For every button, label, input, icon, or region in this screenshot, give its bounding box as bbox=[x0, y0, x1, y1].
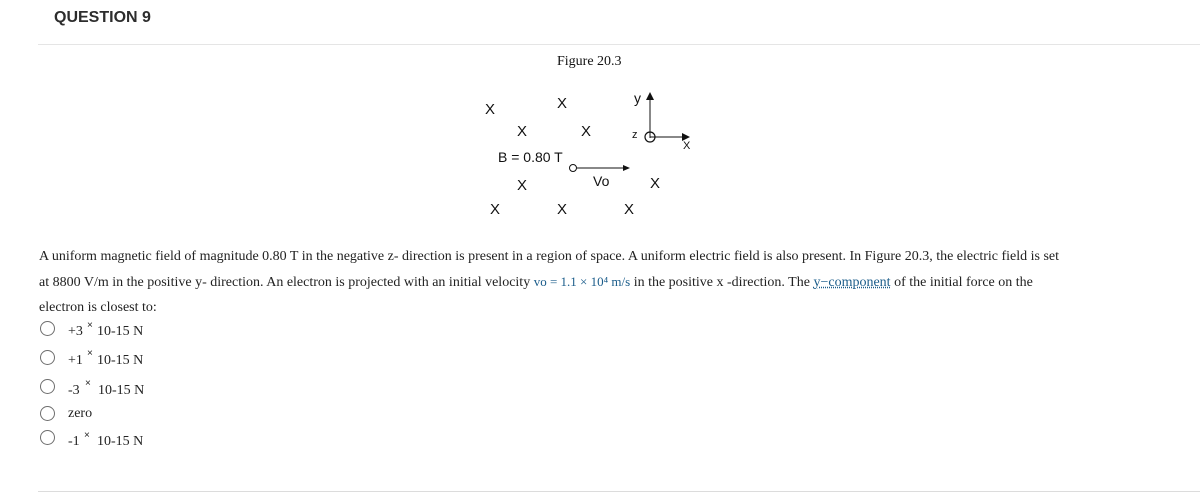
radio-button[interactable] bbox=[40, 406, 55, 421]
field-x-mark: X bbox=[517, 123, 528, 140]
problem-line: electron is closest to: bbox=[39, 300, 157, 315]
field-label: B = 0.80 T bbox=[498, 149, 563, 165]
option-coefficient: zero bbox=[68, 406, 93, 421]
answer-option[interactable] bbox=[40, 376, 300, 402]
footer-divider bbox=[38, 491, 1200, 492]
radio-button[interactable] bbox=[40, 350, 55, 365]
field-x-mark: X bbox=[581, 123, 592, 140]
axis-x-label: X bbox=[683, 140, 691, 152]
field-x-mark: X bbox=[517, 177, 528, 194]
question-header bbox=[38, 0, 1200, 45]
answer-option[interactable] bbox=[40, 404, 300, 430]
problem-text-segment: at 8800 V/m in the positive y- direction. An electron is projected with an initial velocity bbox=[39, 275, 534, 290]
problem-text-segment: in the positive x -direction. The bbox=[630, 275, 814, 290]
field-x-mark: X bbox=[485, 101, 496, 118]
axis-z-label: z bbox=[632, 129, 638, 141]
option-power: 10-15 N bbox=[97, 434, 144, 449]
axis-y-label: y bbox=[634, 90, 641, 106]
field-x-mark: X bbox=[557, 95, 568, 112]
answer-option[interactable] bbox=[40, 318, 300, 344]
radio-button[interactable] bbox=[40, 321, 55, 336]
question-title: QUESTION 9 bbox=[54, 9, 151, 26]
field-x-mark: X bbox=[557, 201, 568, 218]
times-symbol: × bbox=[85, 378, 91, 389]
option-power: 10-15 N bbox=[97, 353, 144, 368]
option-power: 10-15 N bbox=[97, 324, 144, 339]
electron-icon bbox=[570, 165, 577, 172]
figure-title: Figure 20.3 bbox=[557, 54, 622, 69]
field-x-mark: X bbox=[624, 201, 635, 218]
problem-line: A uniform magnetic field of magnitude 0.80 T in the negative z- direction is present in a region of space. A uniform electric field is also present. In Figure 20.3, the electric field is set bbox=[39, 249, 1060, 264]
answer-option[interactable] bbox=[40, 428, 300, 454]
radio-button[interactable] bbox=[40, 379, 55, 394]
field-x-mark: X bbox=[490, 201, 501, 218]
times-symbol: × bbox=[87, 320, 93, 331]
answer-option[interactable] bbox=[40, 348, 300, 374]
option-coefficient: +3 bbox=[68, 324, 83, 339]
problem-text-segment: of the initial force on the bbox=[890, 275, 1033, 290]
option-coefficient: -3 bbox=[68, 383, 80, 398]
option-power: 10-15 N bbox=[98, 383, 145, 398]
problem-line bbox=[39, 269, 1164, 295]
option-coefficient: +1 bbox=[68, 353, 83, 368]
times-symbol: × bbox=[84, 430, 90, 441]
velocity-label: Vo bbox=[593, 173, 610, 189]
figure-graphics bbox=[460, 80, 720, 230]
figure-diagram bbox=[460, 80, 720, 230]
times-symbol: × bbox=[87, 348, 93, 359]
problem-text bbox=[39, 244, 1164, 320]
option-coefficient: -1 bbox=[68, 434, 80, 449]
radio-button[interactable] bbox=[40, 430, 55, 445]
y-component-link[interactable]: y−component bbox=[813, 275, 891, 290]
field-x-mark: X bbox=[650, 175, 661, 192]
initial-velocity-expression: vo = 1.1 × 10⁴ m/s bbox=[533, 274, 631, 289]
